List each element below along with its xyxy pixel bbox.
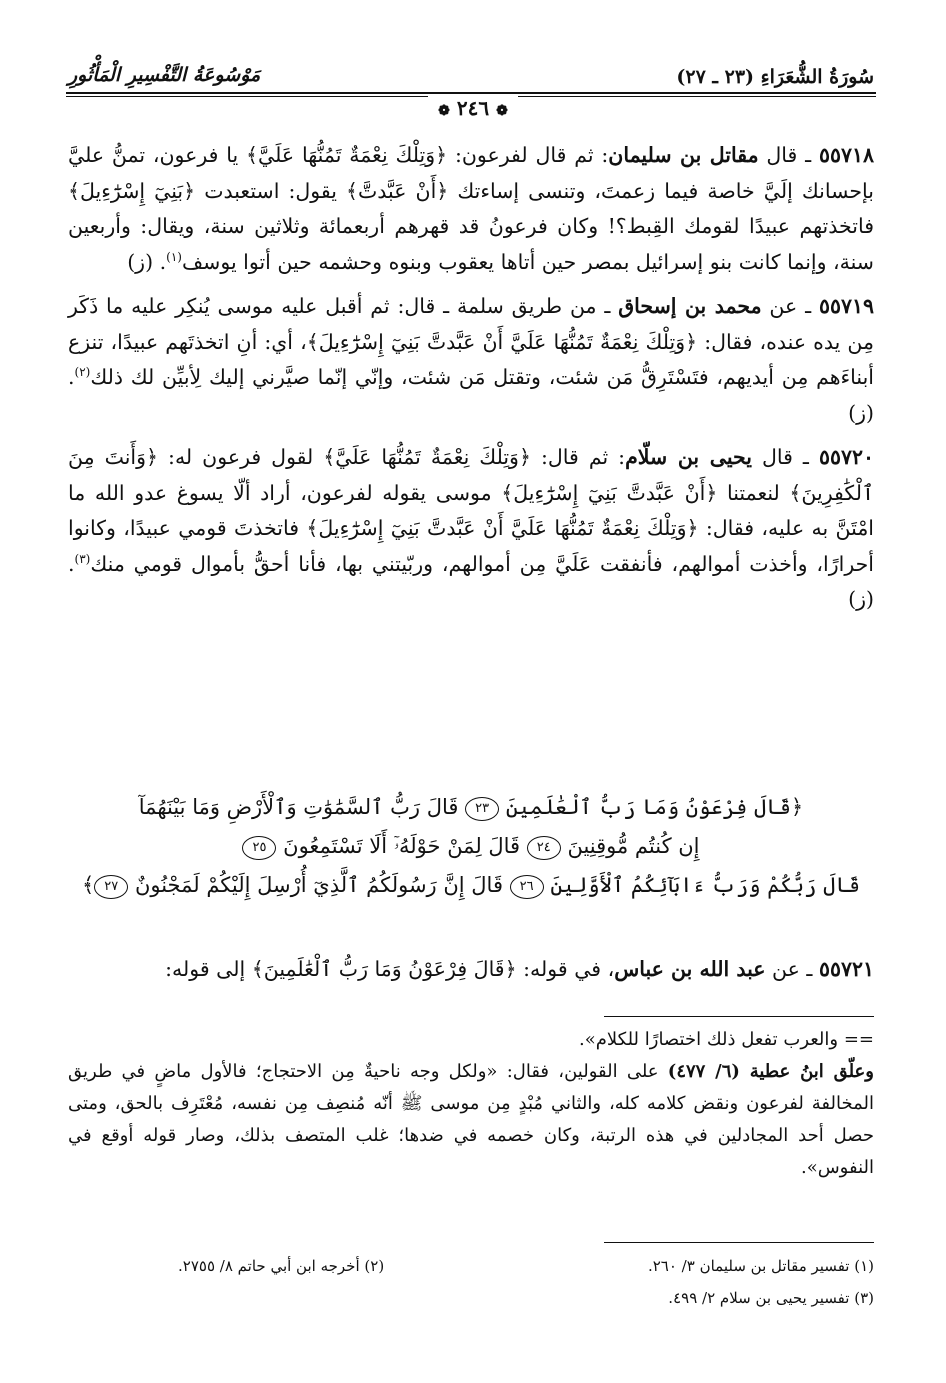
entry-end: . (ز) xyxy=(127,249,167,274)
footnote-rule xyxy=(604,1016,874,1017)
header-rule xyxy=(66,92,876,94)
narrator-name: يحيى بن سلّام xyxy=(625,445,752,469)
entry-end: . (ز) xyxy=(68,365,874,425)
entry-intro: ـ عن xyxy=(761,294,819,318)
ornament-icon: ❁ xyxy=(496,103,508,119)
footnote-author: وعلّق ابنُ عطية (٦/ ٤٧٧) xyxy=(667,1061,874,1082)
commentary-footnote xyxy=(68,1024,874,1184)
verse-text: ﴿قَالَ فِرْعَوْنُ وَمَا رَبُّ ٱلْعَٰلَمِينَ xyxy=(505,795,804,819)
reference-item: (١) تفسير مقاتل بن سليمان ٣/ ٢٦٠. xyxy=(647,1257,874,1275)
page-number: ٢٤٦ xyxy=(456,96,490,120)
footnote-marker: (١) xyxy=(166,249,182,264)
verse-text: قَالَ لِمَنْ حَوْلَهُۥٓ أَلَا تَسْتَمِعُونَ xyxy=(283,834,527,858)
hadith-entry xyxy=(68,289,874,431)
entry-text: ـ من طريق سلمة ـ قال: ثم أقبل عليه موسى يُنكِر عليه ما ذَكَر مِن يده عنده، فقال: ﴿وَتِلْكَ نِعْمَةٌ تَمُنُّهَا عَلَيَّ أَنْ عَبَّدتَّ بَنِيٓ إِسْرَٰٓءِيلَ﴾، أي: أنِ اتخذتَهم عبيدًا، تنزع أبناءَهم مِن أيديهم، فتَسْتَرِقُّ مَن شئت، وتقتل مَن شئت، وإنّي إنّما صيَّرني إليك لِأبيِّن لك ذلك xyxy=(68,294,874,389)
footnote-text: على القولين، فقال: «ولكل وجه ناحيةٌ مِن الاحتجاج؛ فالأول ماضٍ في طريق المخالفة لفرعون ونقض كلامه كله، والثاني مُبْدٍ مِن موسى ﷺ أنّه مُنصِف مِن نفسه، مُعْتَرِف بالحق، ومتى حصل أحد المجادلين في هذه الرتبة، وكان خصمه في ضدها؛ غلب المتصف بذلك، وصار قوله أوقع في النفوس». xyxy=(68,1061,874,1178)
verse-text: إِن كُنتُم مُّوقِنِينَ xyxy=(567,834,700,858)
entry-intro: ـ قال xyxy=(758,143,819,167)
entry-number: ٥٥٧١٩ xyxy=(818,294,874,318)
hadith-entry xyxy=(68,440,874,618)
entry-text: : ثم قال: ﴿وَتِلْكَ نِعْمَةٌ تَمُنُّهَا عَلَيَّ﴾ لقول فرعون له: ﴿وَأَنتَ مِنَ ٱلْكَٰفِرِينَ﴾ لنعمتنا ﴿أَنْ عَبَّدتَّ بَنِيٓ إِسْرَٰٓءِيلَ﴾ موسى يقوله لفرعون، أراد ألّا يسوغ عدو الله ما امْتَنَّ به عليه، فقال: ﴿وَتِلْكَ نِعْمَةٌ تَمُنُّهَا عَلَيَّ أَنْ عَبَّدتَّ بَنِيٓ إِسْرَٰٓءِيلَ﴾ فاتخذتَ قومي عبيدًا، وكانوا أحرارًا، وأخذت أموالهم، فأنفقت عَلَيَّ مِن أموالهم، وربّيتني بها، فأنا أحقُّ بأموال قومي منك xyxy=(68,445,874,576)
book-title: مَوْسُوعَةُ التَّفْسِيرِ الْمَأْثُورِ xyxy=(68,64,261,86)
verse-line xyxy=(68,827,874,866)
entry-end: . (ز) xyxy=(68,551,874,611)
surah-title: سُورَةُ الشُّعَرَاءِ (٢٣ ـ ٢٧) xyxy=(676,66,874,88)
entry-intro: ـ قال xyxy=(751,445,819,469)
verse-text: قَالَ رَبُّ ٱلسَّمَٰوَٰتِ وَٱلْأَرْضِ وَمَا بَيْنَهُمَآ xyxy=(138,795,466,819)
verse-number: ٢٤ xyxy=(527,836,561,860)
references-rule xyxy=(604,1242,874,1243)
entry-number: ٥٥٧٢٠ xyxy=(818,445,874,469)
verse-number: ٢٣ xyxy=(465,797,499,821)
entry-text: : ثم قال لفرعون: ﴿وَتِلْكَ نِعْمَةٌ تَمُنُّهَا عَلَيَّ﴾ يا فرعون، تمنُّ عليَّ بإحسانك إلَيَّ خاصة فيما زعمتَ، وتنسى إساءتك ﴿أَنْ عَبَّدتَّ﴾ يقول: استعبدت ﴿بَنِيٓ إِسْرَٰٓءِيلَ﴾ فاتخذتهم عبيدًا لقومك القِبط؟! وكان فرعونُ قد قهرهم أربعمائة وثلاثين سنة، ويقال: وأربعين سنة، وإنما كانت بنو إسرائيل بمصر حين أتاها يعقوب وبنوه وحشمه حين أتوا يوسف xyxy=(68,143,874,274)
verse-number: ٢٦ xyxy=(510,875,544,899)
verse-text: قَالَ رَبُّكُمْ وَرَبُّ ءَابَآئِكُمُ ٱلْأَوَّلِينَ xyxy=(550,873,861,897)
footnote-marker: (٣) xyxy=(74,551,91,566)
verse-text: قَالَ إِنَّ رَسُولَكُمُ ٱلَّذِيٓ أُرْسِلَ إِلَيْكُمْ لَمَجْنُونٌ xyxy=(134,873,510,897)
entry-intro: ـ عن xyxy=(765,957,819,981)
verse-line: قَالَ رَبُّكُمْ وَرَبُّ ءَابَآئِكُمُ ٱلْأَوَّلِينَ ٢٦ قَالَ إِنَّ رَسُولَكُمُ ٱلَّذِيٓ أُرْسِلَ إِلَيْكُمْ لَمَجْنُونٌ ٢٧﴾ xyxy=(81,873,861,897)
narrator-name: محمد بن إسحاق xyxy=(618,294,762,318)
entry-number: ٥٥٧١٨ xyxy=(818,143,874,167)
footnote-continuation: == والعرب تفعل ذلك اختصارًا للكلام». xyxy=(579,1029,874,1050)
page-number-box xyxy=(428,96,518,120)
footnote-marker: (٢) xyxy=(74,365,91,380)
reference-item: (٢) أخرجه ابن أبي حاتم ٨/ ٢٧٥٥. xyxy=(178,1257,385,1275)
ornament-icon: ❁ xyxy=(438,103,450,119)
hadith-entry-continued xyxy=(68,952,874,987)
main-text xyxy=(68,138,874,627)
narrator-name: مقاتل بن سليمان xyxy=(608,143,759,167)
hadith-entry xyxy=(68,138,874,280)
page-number-row xyxy=(0,96,946,120)
narrator-name: عبد الله بن عباس xyxy=(614,957,766,981)
verse-number: ٢٥ xyxy=(242,836,276,860)
entry-text: ، في قوله: ﴿قَالَ فِرْعَوْنُ وَمَا رَبُّ ٱلْعَٰلَمِينَ﴾ إلى قوله: xyxy=(165,957,615,981)
verse-line xyxy=(68,788,874,827)
reference-item: (٣) تفسير يحيى بن سلام ٢/ ٤٩٩. xyxy=(668,1289,874,1307)
footnote-paragraph xyxy=(68,1056,874,1184)
verse-number: ٢٧ xyxy=(94,875,128,899)
entry-number: ٥٥٧٢١ xyxy=(818,957,874,981)
quran-verses xyxy=(68,788,874,905)
